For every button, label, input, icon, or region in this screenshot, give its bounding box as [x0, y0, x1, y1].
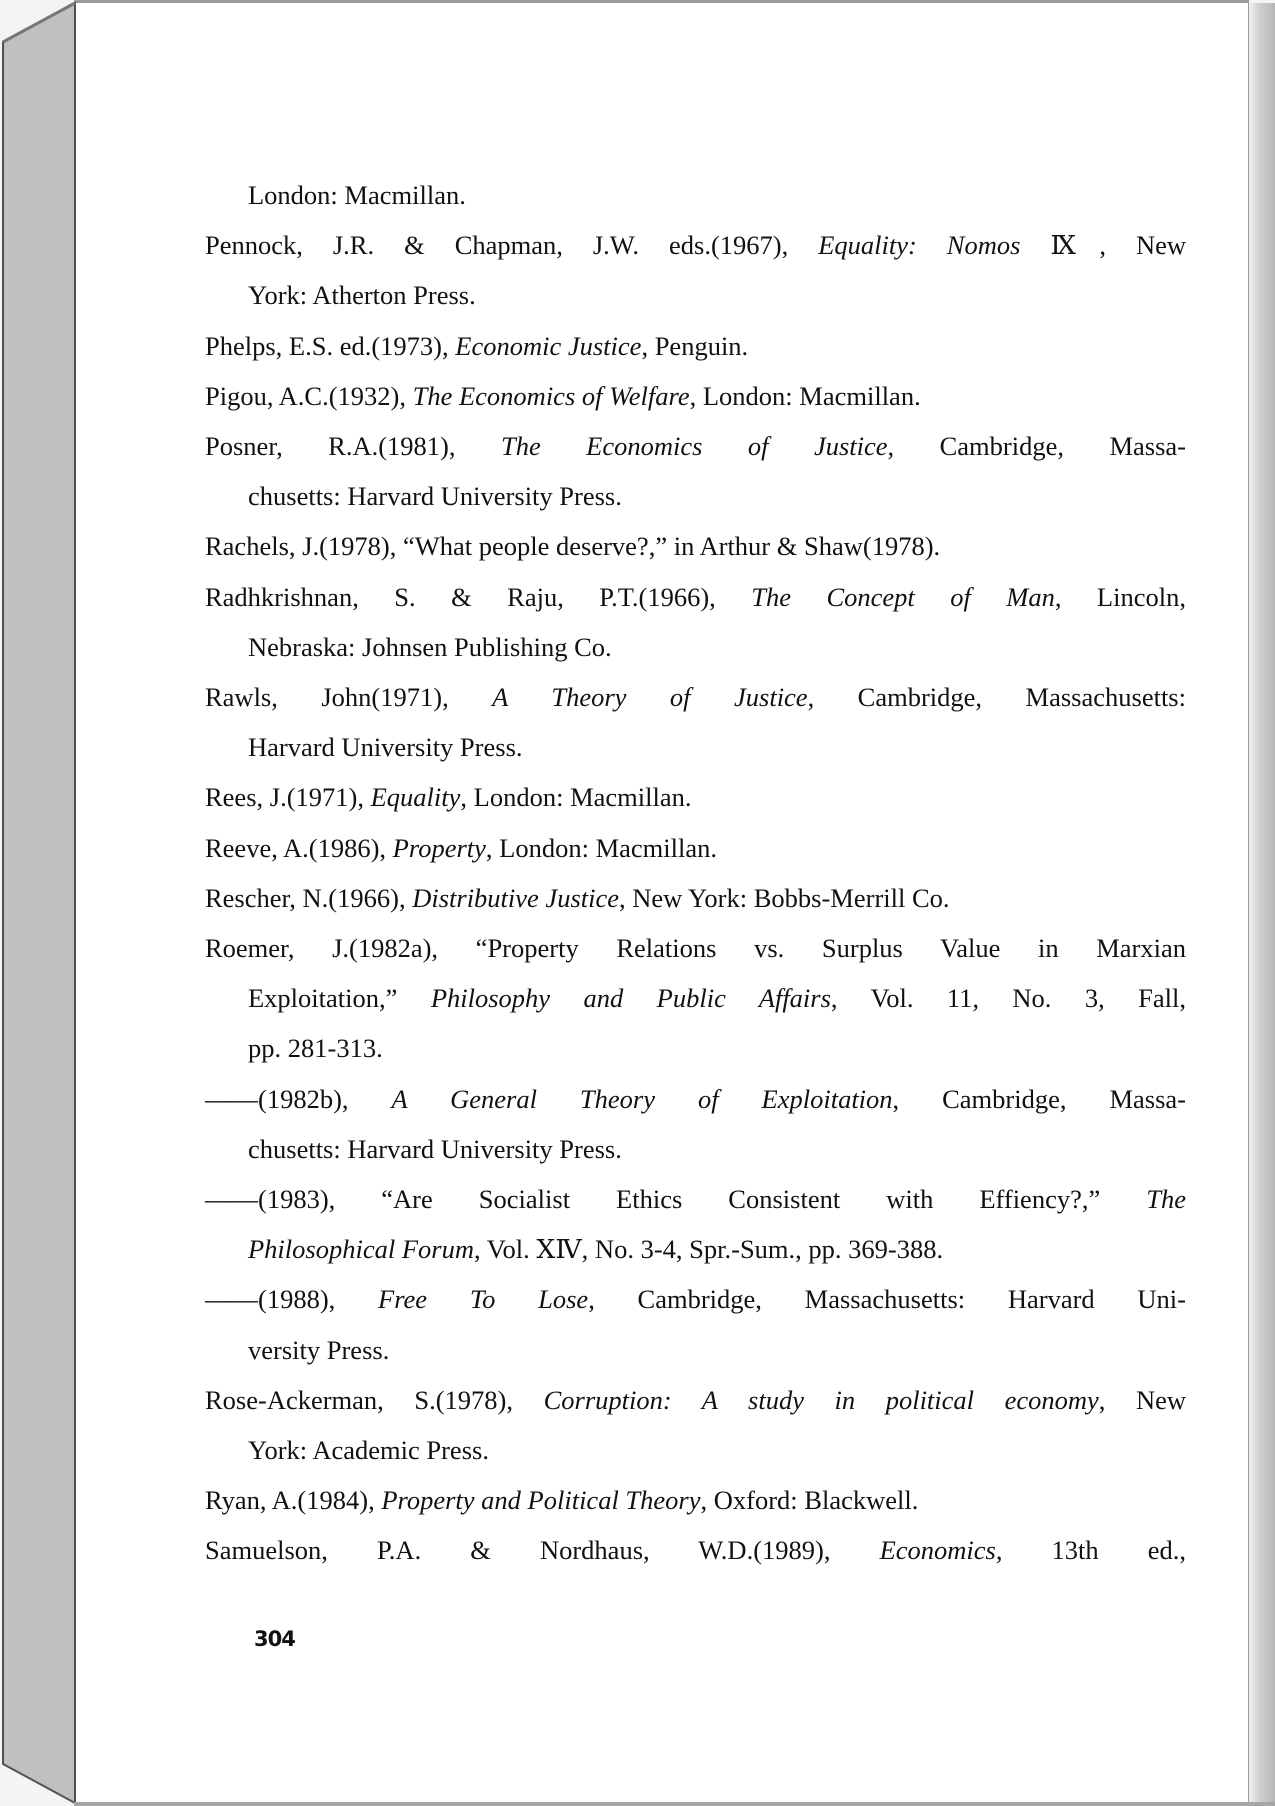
reference-continuation-line [248, 1330, 389, 1370]
citation-text: chusetts: Harvard University Press. [248, 1133, 622, 1164]
citation-text: York: Atherton Press. [248, 280, 476, 311]
citation-text: Nebraska: Johnsen Publishing Co. [248, 631, 612, 662]
reference-entry-line [205, 1480, 918, 1520]
italic-title: Economics [879, 1535, 996, 1566]
citation-text: , Lincoln, [1054, 581, 1186, 612]
citation-text: pp. 281-313. [248, 1033, 383, 1064]
reference-continuation-line [248, 476, 622, 516]
reference-continuation-line [248, 1129, 622, 1169]
citation-text: York: Academic Press. [248, 1435, 489, 1465]
citation-text: , Oxford: Blackwell. [700, 1485, 919, 1516]
italic-title: The [1146, 1184, 1186, 1214]
reference-continuation-line [248, 978, 1186, 1018]
italic-title: Philosophy and Public Affairs [430, 983, 831, 1014]
citation-text: Exploitation,” [248, 983, 431, 1014]
italic-title: Corruption: A study in political economy [543, 1384, 1099, 1415]
citation-text: Rescher, N.(1966), [205, 882, 413, 913]
reference-entry-line [205, 1380, 1186, 1420]
citation-text: chusetts: Harvard University Press. [248, 481, 622, 512]
citation-text: Pigou, A.C.(1932), [205, 380, 413, 411]
reference-entry-line [205, 526, 940, 566]
reference-entry-line [205, 577, 1186, 617]
citation-text: , Vol. ⅩⅣ, No. 3-4, Spr.-Sum., pp. 369-388. [473, 1234, 944, 1265]
citation-text: Phelps, E.S. ed.(1973), [205, 330, 456, 361]
reference-entry-line [205, 326, 748, 366]
italic-title: Property and Political Theory [381, 1485, 701, 1516]
citation-text: , Cambridge, Massa- [887, 431, 1186, 461]
italic-title: The Economics of Justice [500, 431, 888, 461]
italic-title: A Theory of Justice [492, 682, 808, 712]
reference-entry-line [205, 828, 717, 868]
italic-title: A General Theory of Exploitation [391, 1083, 893, 1114]
citation-text: Rees, J.(1971), [205, 782, 371, 813]
citation-text: Rose-Ackerman, S.(1978), [205, 1384, 544, 1415]
reference-continuation-line [248, 727, 523, 767]
page-number: 304 [254, 1627, 295, 1651]
reference-continuation-line [248, 175, 466, 215]
italic-title: Property [392, 832, 486, 863]
citation-text: Ⅸ, New [1020, 230, 1186, 261]
citation-text: , Cambridge, Massachusetts: Harvard Uni- [588, 1284, 1186, 1315]
italic-title: The Concept of Man [751, 581, 1055, 612]
citation-text: Radhkrishnan, S. & Raju, P.T.(1966), [205, 581, 752, 612]
italic-title: Equality [370, 782, 461, 813]
citation-text: ——(1982b), [205, 1083, 392, 1114]
citation-text: Rawls, John(1971), [205, 682, 493, 712]
citation-text: , London: Macmillan. [485, 832, 717, 863]
citation-text: ——(1983), “Are Socialist Ethics Consistent with Effiency?,” [205, 1184, 1147, 1214]
page-right-edge [1248, 3, 1275, 1802]
reference-entry-line [205, 1179, 1186, 1219]
citation-text: , London: Macmillan. [460, 782, 692, 813]
reference-entry-line [205, 677, 1186, 717]
reference-entry-line [205, 777, 692, 817]
citation-text: , Cambridge, Massachusetts: [807, 682, 1186, 712]
reference-entry-line [205, 426, 1186, 466]
reference-entry-line [205, 225, 1186, 265]
citation-text: Pennock, J.R. & Chapman, J.W. eds.(1967), [205, 230, 819, 261]
citation-text: Posner, R.A.(1981), [205, 431, 501, 461]
italic-title: Economic Justice [455, 330, 642, 361]
reference-entry-line [205, 1279, 1186, 1319]
citation-text: ——(1988), [205, 1284, 379, 1315]
citation-text: , New [1098, 1384, 1186, 1415]
reference-continuation-line [248, 1229, 943, 1269]
citation-text: London: Macmillan. [248, 180, 466, 210]
citation-text: , Cambridge, Massa- [892, 1083, 1186, 1114]
italic-title: Philosophical Forum [248, 1234, 474, 1265]
reference-continuation-line [248, 275, 476, 315]
citation-text: Ryan, A.(1984), [205, 1485, 382, 1516]
reference-entry-line [205, 928, 1186, 968]
citation-text: , London: Macmillan. [689, 380, 921, 411]
citation-text: , New York: Bobbs-Merrill Co. [619, 882, 950, 913]
citation-text: Harvard University Press. [248, 732, 523, 763]
italic-title: Distributive Justice [412, 882, 620, 913]
citation-text: , 13th ed., [995, 1535, 1187, 1566]
reference-continuation-line [248, 627, 612, 667]
citation-text: Roemer, J.(1982a), “Property Relations vs. Surplus Value in Marxian [205, 933, 1186, 963]
italic-title: Free To Lose [378, 1284, 589, 1315]
reference-entry-line [205, 376, 921, 416]
italic-title: Equality: Nomos [818, 230, 1021, 261]
citation-text: , Vol. 11, No. 3, Fall, [830, 983, 1186, 1014]
document-page [76, 3, 1248, 1802]
italic-title: The Economics of Welfare [412, 380, 690, 411]
citation-text: , Penguin. [641, 330, 749, 361]
reference-entry-line [205, 878, 950, 918]
reference-continuation-line [248, 1430, 489, 1470]
reference-continuation-line [248, 1028, 383, 1068]
citation-text: Samuelson, P.A. & Nordhaus, W.D.(1989), [205, 1535, 880, 1566]
book-spine-bevel [0, 0, 76, 1806]
reference-entry-line [205, 1530, 1186, 1570]
citation-text: Reeve, A.(1986), [205, 832, 393, 863]
reference-entry-line [205, 1079, 1186, 1119]
page-bottom-edge [74, 1802, 1275, 1806]
citation-text: Rachels, J.(1978), “What people deserve?,” in Arthur & Shaw(1978). [205, 531, 941, 562]
citation-text: versity Press. [248, 1334, 390, 1365]
